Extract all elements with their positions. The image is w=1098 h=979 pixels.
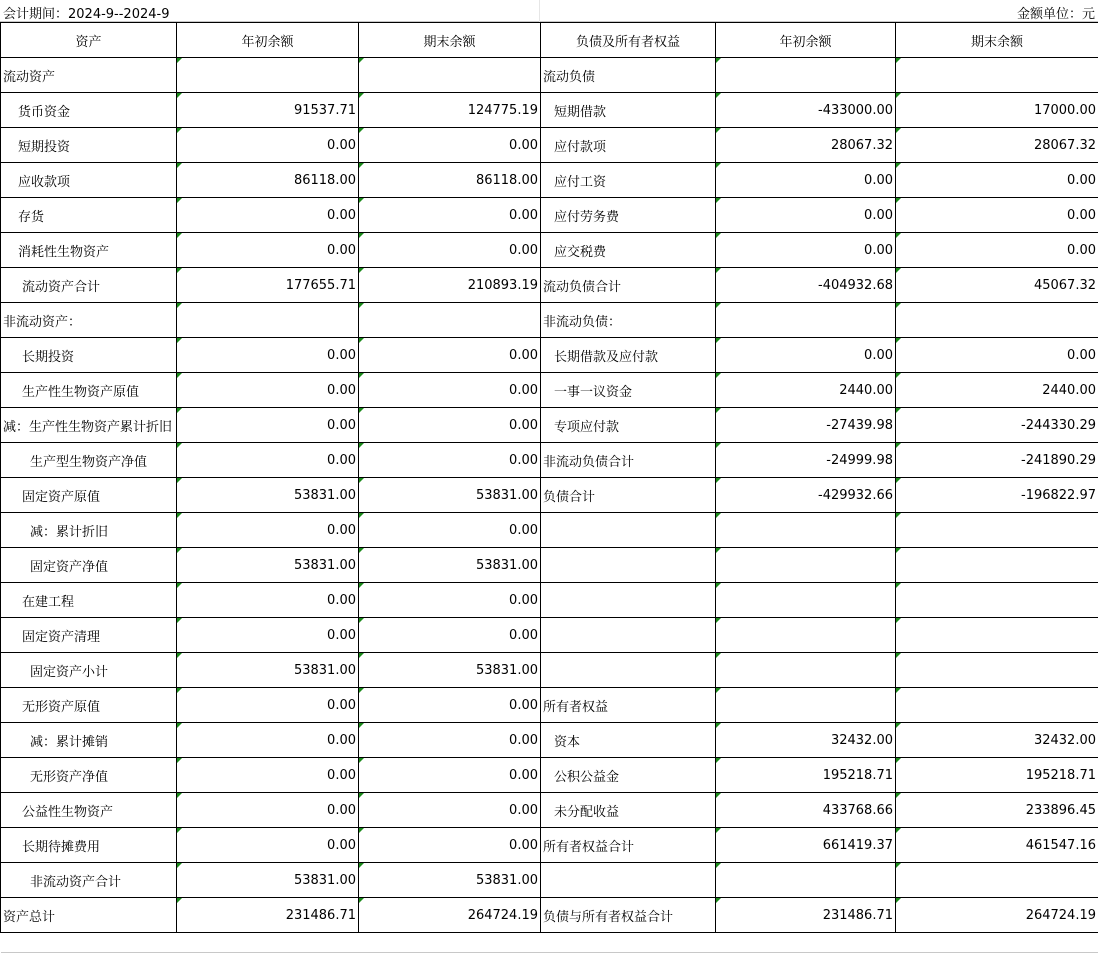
asset-begin-balance: 0.00 [177, 513, 359, 548]
liability-label: 负债合计 [541, 478, 716, 513]
asset-label: 非流动资产： [1, 303, 177, 338]
liability-label: 专项应付款 [541, 408, 716, 443]
asset-begin-balance: 53831.00 [177, 478, 359, 513]
asset-label: 固定资产小计 [1, 653, 177, 688]
table-row [1, 723, 1098, 758]
table-row [1, 128, 1098, 163]
liability-end-balance: 45067.32 [896, 268, 1098, 303]
asset-begin-balance: 53831.00 [177, 548, 359, 583]
table-row [1, 548, 1098, 583]
header-assets-begin: 年初余额 [177, 23, 359, 58]
liability-label [541, 513, 716, 548]
asset-begin-balance: 0.00 [177, 723, 359, 758]
asset-label: 流动资产 [1, 58, 177, 93]
asset-begin-balance: 0.00 [177, 758, 359, 793]
asset-label: 固定资产清理 [1, 618, 177, 653]
asset-begin-balance: 231486.71 [177, 898, 359, 933]
liability-label: 长期借款及应付款 [541, 338, 716, 373]
liability-end-balance: 0.00 [896, 338, 1098, 373]
liability-end-balance [896, 303, 1098, 338]
asset-label: 长期待摊费用 [1, 828, 177, 863]
liability-label: 非流动负债合计 [541, 443, 716, 478]
asset-end-balance [359, 303, 541, 338]
asset-begin-balance: 91537.71 [177, 93, 359, 128]
liability-end-balance [896, 863, 1098, 898]
table-row [1, 653, 1098, 688]
liability-begin-balance: 0.00 [716, 233, 896, 268]
liability-label: 所有者权益 [541, 688, 716, 723]
liability-label: 未分配收益 [541, 793, 716, 828]
liability-label [541, 548, 716, 583]
asset-label: 减：累计折旧 [1, 513, 177, 548]
liability-begin-balance: -433000.00 [716, 93, 896, 128]
table-row [1, 198, 1098, 233]
liability-begin-balance [716, 688, 896, 723]
liability-begin-balance: -24999.98 [716, 443, 896, 478]
asset-end-balance: 264724.19 [359, 898, 541, 933]
liability-label: 流动负债合计 [541, 268, 716, 303]
liability-label: 一事一议资金 [541, 373, 716, 408]
liability-begin-balance: 0.00 [716, 163, 896, 198]
liability-end-balance: 32432.00 [896, 723, 1098, 758]
liability-end-balance: 0.00 [896, 198, 1098, 233]
table-header-row [1, 23, 1098, 58]
liability-label: 非流动负债： [541, 303, 716, 338]
asset-begin-balance [177, 303, 359, 338]
accounting-period: 会计期间：2024-9--2024-9 [3, 7, 170, 22]
liability-begin-balance: 0.00 [716, 338, 896, 373]
header-liabilities-begin: 年初余额 [716, 23, 896, 58]
asset-end-balance: 0.00 [359, 443, 541, 478]
table-row [1, 58, 1098, 93]
liability-end-balance: -241890.29 [896, 443, 1098, 478]
liability-begin-balance [716, 863, 896, 898]
table-footer-row [1, 933, 1098, 953]
liability-end-balance [896, 688, 1098, 723]
asset-begin-balance: 0.00 [177, 793, 359, 828]
liability-end-balance: 195218.71 [896, 758, 1098, 793]
table-row [1, 793, 1098, 828]
asset-end-balance: 0.00 [359, 128, 541, 163]
asset-begin-balance: 53831.00 [177, 653, 359, 688]
liability-begin-balance [716, 303, 896, 338]
asset-end-balance: 0.00 [359, 198, 541, 233]
asset-label: 货币资金 [1, 93, 177, 128]
liability-begin-balance: -404932.68 [716, 268, 896, 303]
liability-end-balance [896, 513, 1098, 548]
liability-label: 负债与所有者权益合计 [541, 898, 716, 933]
asset-end-balance: 53831.00 [359, 478, 541, 513]
liability-label: 短期借款 [541, 93, 716, 128]
asset-end-balance: 0.00 [359, 583, 541, 618]
asset-end-balance [359, 58, 541, 93]
liability-end-balance: 233896.45 [896, 793, 1098, 828]
asset-label: 固定资产净值 [1, 548, 177, 583]
liability-begin-balance [716, 583, 896, 618]
liability-label: 流动负债 [541, 58, 716, 93]
liability-begin-balance: 28067.32 [716, 128, 896, 163]
asset-end-balance: 0.00 [359, 618, 541, 653]
liability-label: 应付工资 [541, 163, 716, 198]
table-row [1, 93, 1098, 128]
liability-label: 所有者权益合计 [541, 828, 716, 863]
liability-label: 应付款项 [541, 128, 716, 163]
table-row [1, 373, 1098, 408]
asset-end-balance: 53831.00 [359, 548, 541, 583]
asset-label: 公益性生物资产 [1, 793, 177, 828]
asset-begin-balance: 0.00 [177, 338, 359, 373]
liability-end-balance: 461547.16 [896, 828, 1098, 863]
liability-begin-balance [716, 58, 896, 93]
liability-begin-balance [716, 513, 896, 548]
table-row [1, 618, 1098, 653]
liability-begin-balance [716, 548, 896, 583]
footer-cell [1, 933, 1098, 953]
table-row [1, 303, 1098, 338]
table-row [1, 513, 1098, 548]
header-liabilities-end: 期末余额 [896, 23, 1098, 58]
table-row [1, 828, 1098, 863]
asset-begin-balance: 177655.71 [177, 268, 359, 303]
asset-begin-balance: 0.00 [177, 688, 359, 723]
liability-begin-balance: -27439.98 [716, 408, 896, 443]
asset-label: 生产性生物资产原值 [1, 373, 177, 408]
liability-begin-balance: 195218.71 [716, 758, 896, 793]
asset-label: 应收款项 [1, 163, 177, 198]
table-row [1, 478, 1098, 513]
liability-begin-balance: -429932.66 [716, 478, 896, 513]
asset-begin-balance: 0.00 [177, 233, 359, 268]
table-row [1, 233, 1098, 268]
asset-end-balance: 0.00 [359, 408, 541, 443]
asset-label: 固定资产原值 [1, 478, 177, 513]
liability-end-balance [896, 618, 1098, 653]
liability-end-balance: 0.00 [896, 233, 1098, 268]
liability-label: 应付劳务费 [541, 198, 716, 233]
header-liabilities: 负债及所有者权益 [541, 23, 716, 58]
asset-end-balance: 53831.00 [359, 653, 541, 688]
liability-label [541, 618, 716, 653]
asset-label: 在建工程 [1, 583, 177, 618]
header-assets-end: 期末余额 [359, 23, 541, 58]
liability-label [541, 583, 716, 618]
liability-label [541, 653, 716, 688]
asset-label: 消耗性生物资产 [1, 233, 177, 268]
asset-label: 非流动资产合计 [1, 863, 177, 898]
liability-begin-balance: 2440.00 [716, 373, 896, 408]
asset-end-balance: 0.00 [359, 723, 541, 758]
asset-label: 减：累计摊销 [1, 723, 177, 758]
asset-end-balance: 0.00 [359, 373, 541, 408]
liability-begin-balance: 661419.37 [716, 828, 896, 863]
liability-end-balance: -244330.29 [896, 408, 1098, 443]
liability-begin-balance [716, 653, 896, 688]
liability-end-balance [896, 548, 1098, 583]
asset-end-balance: 0.00 [359, 793, 541, 828]
liability-begin-balance [716, 618, 896, 653]
liability-end-balance: 264724.19 [896, 898, 1098, 933]
liability-label: 应交税费 [541, 233, 716, 268]
liability-begin-balance: 0.00 [716, 198, 896, 233]
asset-end-balance: 0.00 [359, 758, 541, 793]
liability-end-balance: 2440.00 [896, 373, 1098, 408]
asset-label: 生产型生物资产净值 [1, 443, 177, 478]
header-assets: 资产 [1, 23, 177, 58]
table-row [1, 898, 1098, 933]
asset-begin-balance: 0.00 [177, 373, 359, 408]
table-row [1, 443, 1098, 478]
asset-end-balance: 210893.19 [359, 268, 541, 303]
balance-sheet-table [0, 22, 1098, 953]
table-row [1, 863, 1098, 898]
asset-begin-balance: 0.00 [177, 198, 359, 233]
liability-end-balance [896, 583, 1098, 618]
asset-begin-balance: 0.00 [177, 583, 359, 618]
asset-label: 减：生产性生物资产累计折旧 [1, 408, 177, 443]
table-row [1, 163, 1098, 198]
report-header [0, 0, 1098, 22]
liability-begin-balance: 32432.00 [716, 723, 896, 758]
asset-end-balance: 0.00 [359, 233, 541, 268]
asset-label: 长期投资 [1, 338, 177, 373]
asset-begin-balance: 0.00 [177, 128, 359, 163]
asset-end-balance: 53831.00 [359, 863, 541, 898]
liability-label: 公积公益金 [541, 758, 716, 793]
asset-label: 流动资产合计 [1, 268, 177, 303]
liability-end-balance: 28067.32 [896, 128, 1098, 163]
liability-end-balance: -196822.97 [896, 478, 1098, 513]
liability-label: 资本 [541, 723, 716, 758]
table-row [1, 268, 1098, 303]
asset-label: 无形资产原值 [1, 688, 177, 723]
asset-label: 资产总计 [1, 898, 177, 933]
asset-begin-balance: 0.00 [177, 828, 359, 863]
liability-end-balance: 0.00 [896, 163, 1098, 198]
asset-end-balance: 0.00 [359, 338, 541, 373]
asset-end-balance: 86118.00 [359, 163, 541, 198]
asset-begin-balance [177, 58, 359, 93]
liability-end-balance [896, 58, 1098, 93]
asset-begin-balance: 0.00 [177, 443, 359, 478]
liability-end-balance: 17000.00 [896, 93, 1098, 128]
liability-begin-balance: 433768.66 [716, 793, 896, 828]
asset-label: 存货 [1, 198, 177, 233]
table-row [1, 583, 1098, 618]
asset-begin-balance: 53831.00 [177, 863, 359, 898]
asset-end-balance: 0.00 [359, 828, 541, 863]
asset-end-balance: 0.00 [359, 513, 541, 548]
table-row [1, 338, 1098, 373]
liability-end-balance [896, 653, 1098, 688]
asset-end-balance: 124775.19 [359, 93, 541, 128]
asset-end-balance: 0.00 [359, 688, 541, 723]
asset-begin-balance: 86118.00 [177, 163, 359, 198]
table-row [1, 688, 1098, 723]
table-row [1, 758, 1098, 793]
liability-begin-balance: 231486.71 [716, 898, 896, 933]
currency-unit: 金额单位：元 [1016, 7, 1095, 22]
asset-begin-balance: 0.00 [177, 408, 359, 443]
header-divider [539, 0, 540, 22]
asset-begin-balance: 0.00 [177, 618, 359, 653]
asset-label: 无形资产净值 [1, 758, 177, 793]
asset-label: 短期投资 [1, 128, 177, 163]
liability-label [541, 863, 716, 898]
table-row [1, 408, 1098, 443]
